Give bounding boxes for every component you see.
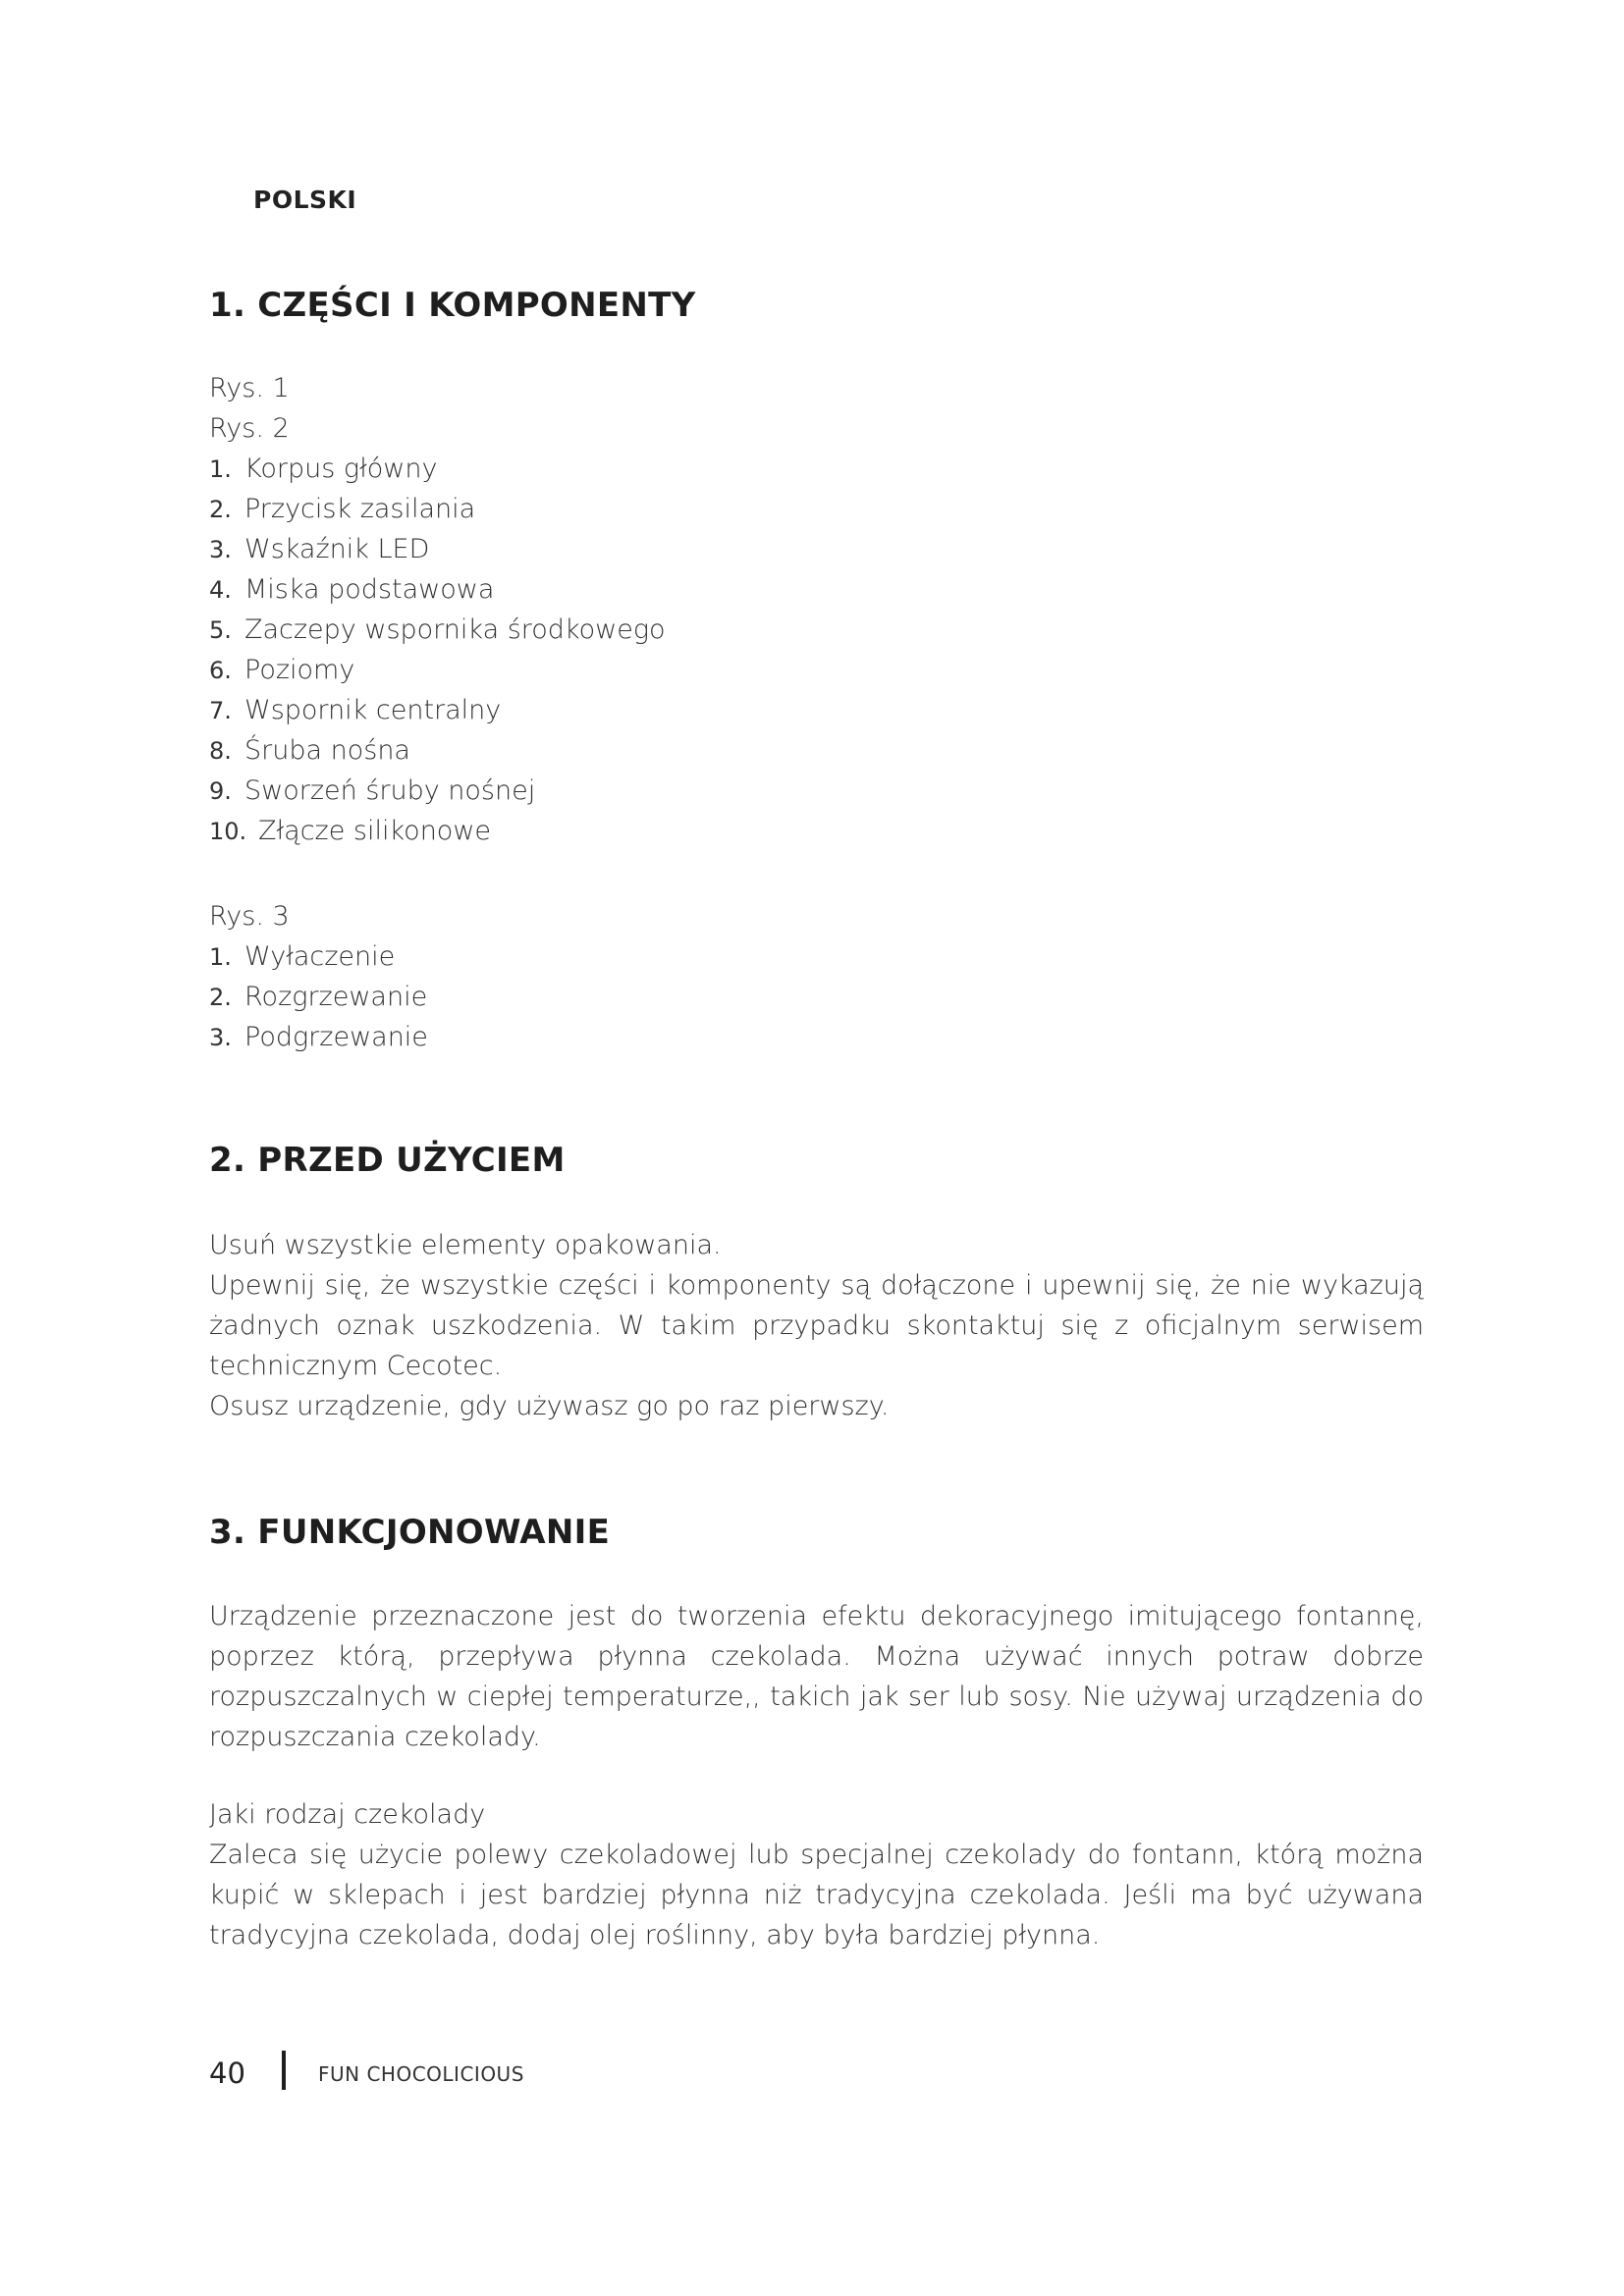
- list-item-number: 8.: [209, 737, 232, 765]
- paragraph: Usuń wszystkie elementy opakowania.: [209, 1230, 722, 1260]
- section2-heading: 2. PRZED UŻYCIEM: [209, 1141, 566, 1180]
- fig1-label: Rys. 1: [209, 373, 290, 403]
- list-item-text: Śruba nośna: [244, 735, 410, 766]
- product-name: FUN CHOCOLICIOUS: [318, 2062, 524, 2086]
- list-item: [209, 695, 501, 725]
- fig2-label: Rys. 2: [209, 413, 290, 444]
- footer-divider: [282, 2051, 286, 2090]
- list-item-text: Wyłaczenie: [244, 941, 396, 972]
- list-item: [209, 494, 475, 524]
- list-item-text: Korpus główny: [244, 454, 438, 484]
- list-item: [209, 574, 494, 605]
- list-item: [209, 982, 427, 1012]
- list-item: [209, 614, 666, 645]
- list-item-number: 5.: [209, 616, 232, 644]
- list-item-number: 7.: [209, 697, 232, 724]
- list-item-number: 10.: [209, 818, 247, 845]
- list-item-number: 2.: [209, 984, 232, 1011]
- list-item: [209, 655, 354, 685]
- list-item-number: 6.: [209, 657, 232, 684]
- list-item-text: Złącze silikonowe: [258, 816, 492, 846]
- paragraph: Upewnij się, że wszystkie części i komponenty są dołączone i upewnij się, że nie wykazują żadnych oznak uszkodzenia. W takim przypadku skontaktuj się z oficjalnym serwisem technicznym Cecotec.: [209, 1270, 1424, 1381]
- fig3-label: Rys. 3: [209, 901, 290, 932]
- list-item-text: Sworzeń śruby nośnej: [244, 775, 536, 806]
- list-item: [209, 1022, 428, 1052]
- list-item: [209, 735, 410, 766]
- list-item-text: Rozgrzewanie: [244, 982, 428, 1012]
- list-item: [209, 454, 437, 484]
- page-number: 40: [209, 2056, 245, 2090]
- list-item-text: Zaczepy wspornika środkowego: [244, 614, 666, 645]
- list-item-number: 3.: [209, 1024, 232, 1051]
- list-item-number: 9.: [209, 777, 232, 805]
- section3-heading: 3. FUNKCJONOWANIE: [209, 1513, 611, 1552]
- section3-body: [209, 1596, 1424, 1757]
- list-item: [209, 816, 491, 846]
- list-item: [209, 775, 535, 806]
- paragraph: Urządzenie przeznaczone jest do tworzenia efektu dekoracyjnego imitującego fontannę, poprzez którą, przepływa płynna czekolada. Można używać innych potraw dobrze rozpuszczalnych w ciepłej temperaturze,, takich jak ser lub sosy. Nie używaj urządzenia do rozpuszczania czekolady.: [209, 1601, 1424, 1752]
- list-item-text: Miska podstawowa: [244, 574, 495, 605]
- list-item-number: 3.: [209, 536, 232, 563]
- section1-heading: 1. CZĘŚCI I KOMPONENTY: [209, 286, 696, 325]
- list-item-text: Wskaźnik LED: [244, 534, 430, 564]
- list-item: [209, 941, 395, 972]
- list-item: [209, 534, 429, 564]
- paragraph: Osusz urządzenie, gdy używasz go po raz pierwszy.: [209, 1391, 890, 1421]
- list-item-number: 2.: [209, 496, 232, 523]
- list-item-text: Podgrzewanie: [244, 1022, 428, 1052]
- list-item-text: Wspornik centralny: [244, 695, 502, 725]
- language-label: POLSKI: [253, 186, 357, 214]
- subheading: Jaki rodzaj czekolady: [209, 1799, 486, 1830]
- section3-subsection: [209, 1794, 1424, 1955]
- list-item-number: 1.: [209, 455, 232, 483]
- list-item-number: 1.: [209, 943, 232, 971]
- list-item-text: Poziomy: [244, 655, 355, 685]
- paragraph: Zaleca się użycie polewy czekoladowej lub specjalnej czekolady do fontann, którą można kupić w sklepach i jest bardziej płynna niż tradycyjna czekolada. Jeśli ma być używana tradycyjna czekolada, dodaj olej roślinny, aby była bardziej płynna.: [209, 1840, 1424, 1950]
- list-item-text: Przycisk zasilania: [244, 494, 476, 524]
- section2-body: [209, 1225, 1424, 1426]
- list-item-number: 4.: [209, 576, 232, 604]
